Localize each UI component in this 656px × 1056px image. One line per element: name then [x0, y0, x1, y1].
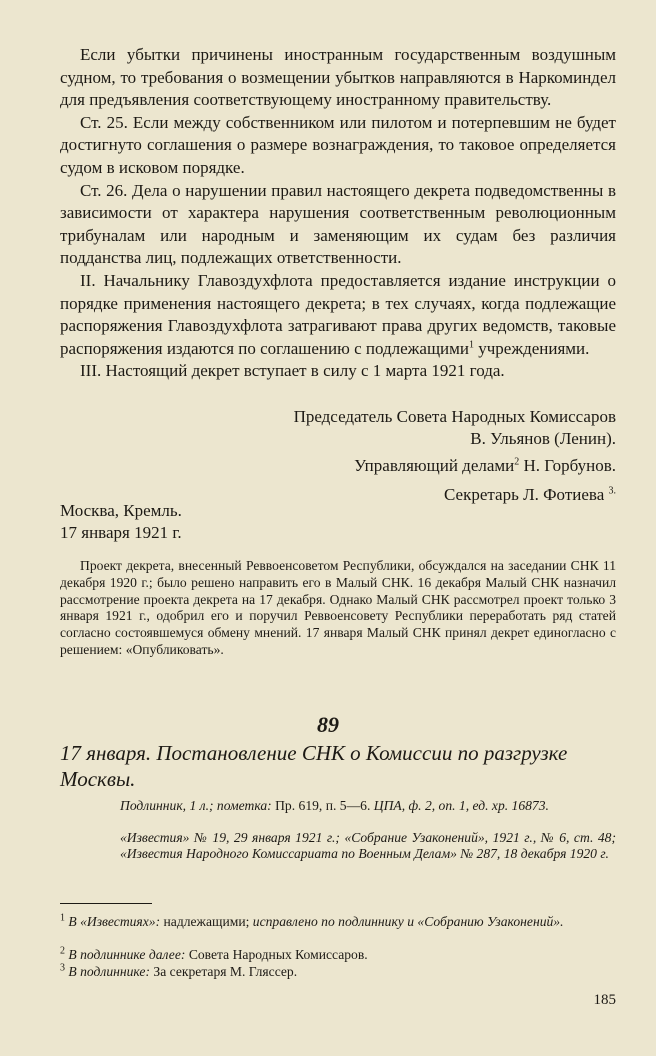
page-number: 185 — [593, 992, 616, 1008]
place-date — [60, 500, 182, 544]
signature-manager — [354, 455, 616, 477]
paragraph-section-3: III. Настоящий декрет вступает в силу с 1 марта 1921 года. — [80, 361, 505, 381]
source-mark: Пр. 619, п. 5—6. — [275, 798, 371, 813]
decree-text — [60, 44, 616, 383]
footnote-2-italic: В подлиннике далее: — [68, 947, 186, 962]
place: Москва, Кремль. — [60, 501, 182, 520]
manager-name: Н. Горбунов. — [523, 456, 616, 475]
chairman-name: В. Ульянов (Ленин). — [470, 429, 616, 448]
secretary-text: Секретарь Л. Фотиева — [444, 485, 605, 504]
footnote-1-text: надлежащими; — [163, 914, 250, 929]
footnote-1 — [60, 914, 616, 931]
footnote-ref-2[interactable]: 2 — [514, 456, 520, 468]
document-heading: 17 января. Постановление СНК о Комиссии по разгрузке Москвы. — [60, 741, 568, 791]
paragraph-foreign-aircraft: Если убытки причинены иностранным государственным воздушным судном, то требования о возмещении убытков направляются в Наркоминдел для предъявления соответствующему иностранному правительству. — [60, 45, 616, 110]
footnote-3 — [60, 964, 616, 981]
source-reference — [120, 798, 616, 814]
document-number: 89 — [317, 712, 339, 737]
source-archive: ЦПА, ф. 2, оп. 1, ед. хр. 16873. — [373, 798, 549, 813]
footnote-1-italic: В «Известиях»: — [68, 914, 161, 929]
footnote-2 — [60, 947, 616, 964]
source-original: Подлинник, 1 л.; пометка: — [120, 798, 272, 813]
paragraph-article-25: Ст. 25. Если между собственником или пилотом и потерпевшим не будет достигнуто соглашения о размере вознаграждения, то таковое определяется судом в исковом порядке. — [60, 112, 616, 177]
footnote-3-text: За секретаря М. Гляссер. — [153, 964, 298, 979]
source-publications: «Известия» № 19, 29 января 1921 г.; «Собрание Узаконений», 1921 г., № 6, ст. 48; «Известия Народного Комиссариата по Военным Делам» № 287, 18 декабря 1920 г. — [120, 830, 616, 862]
footnote-ref-3[interactable]: 3. — [608, 485, 616, 497]
paragraph-section-2-text: II. Начальнику Главоздухфлота предоставляется издание инструкции о порядке применения настоящего декрета; в тех случаях, когда подлежащие распоряжения Главоздухфлота затрагивают права других ведомств, таковые распоряжения издаются по соглашению с подлежащими — [60, 270, 616, 358]
paragraph-section-2 — [60, 270, 616, 360]
footnote-3-italic: В подлиннике: — [68, 964, 150, 979]
footnote-ref-1[interactable]: 1 — [469, 339, 474, 351]
footnote-1-mark: 1 — [60, 912, 65, 924]
footnote-1-italic-2: исправлено по подлиннику и «Собранию Узаконений». — [252, 914, 564, 929]
footnote-2-text: Совета Народных Комиссаров. — [188, 947, 368, 962]
chairman-title: Председатель Совета Народных Комиссаров — [293, 407, 616, 426]
signature-chairman — [294, 406, 616, 450]
date: 17 января 1921 г. — [60, 523, 182, 542]
signature-secretary — [444, 484, 616, 506]
editorial-note: Проект декрета, внесенный Реввоенсоветом Республики, обсуждался на заседании СНК 11 декабря 1920 г.; было решено направить его в Малый СНК. 16 декабря Малый СНК назначил рассмотрение проекта декрета на 17 декабря. Однако Малый СНК рассмотрел проект только 3 января 1921 г., одобрил его и поручил Реввоенсовету Республики переработать ряд статей согласно состоявшемуся обмену мнений. 17 января Малый СНК принял декрет единогласно с решением: «Опубликовать». — [60, 558, 616, 657]
footnote-3-mark: 3 — [60, 962, 65, 974]
footnote-2-mark: 2 — [60, 945, 65, 957]
paragraph-section-2-end: учреждениями. — [478, 338, 590, 358]
paragraph-article-26: Ст. 26. Дела о нарушении правил настоящего декрета подведомственны в зависимости от характера нарушения соответственным революционным трибуналам или народным и заменяющим их судам без различия подданства лиц, подлежащих ответственности. — [60, 180, 616, 268]
footnote-divider — [60, 903, 152, 904]
manager-title: Управляющий делами — [354, 456, 515, 475]
